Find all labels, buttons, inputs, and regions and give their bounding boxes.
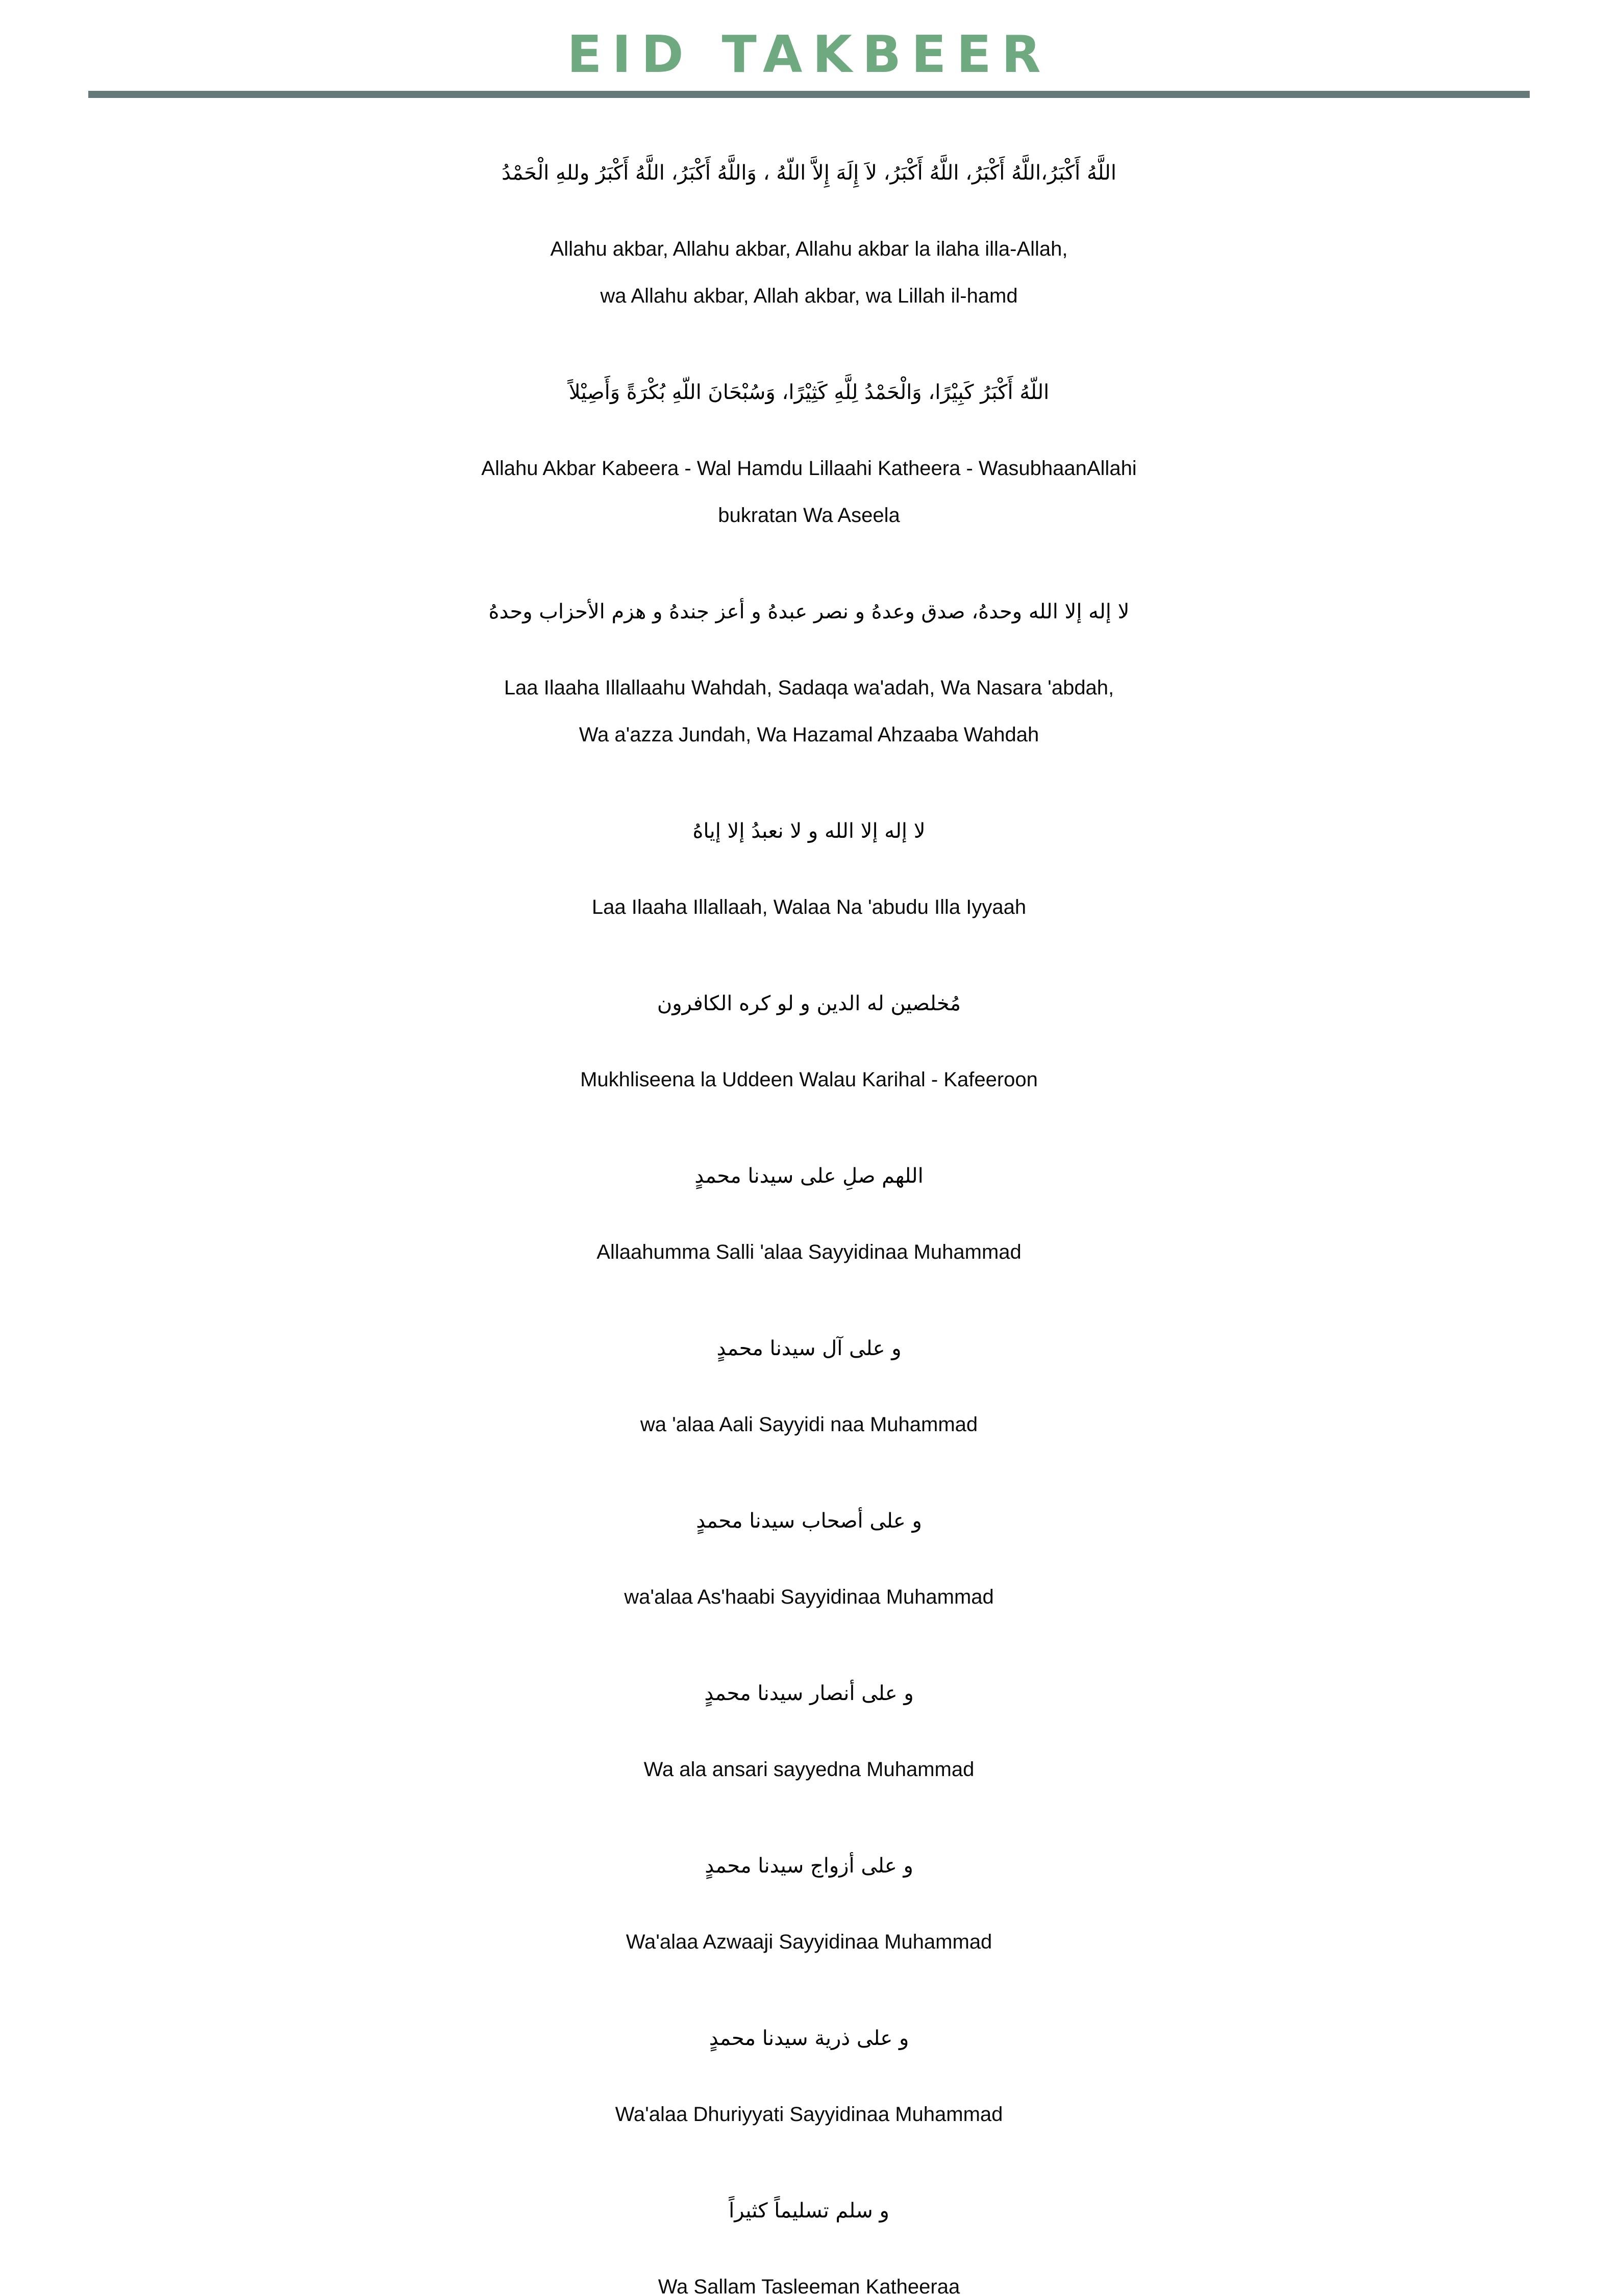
page-title: EID TAKBEER: [567, 24, 1051, 84]
transliteration-line: Mukhliseena la Uddeen Walau Karihal - Kafeeroon: [580, 1068, 1038, 1091]
arabic-text: و على ذرية سيدنا محمدٍ: [709, 2027, 909, 2050]
transliteration-line: Allaahumma Salli 'alaa Sayyidinaa Muhammad: [596, 1241, 1022, 1263]
takbeer-block: [0, 1986, 1618, 2138]
arabic-text: اللَّهُ أَكْبَرُ،اللَّهُ أَكْبَرُ، اللَّهُ أَكْبَرُ، لاَ إِلَهَ إِلاَّ اللّهُ ، وَاللَّهُ أَكْبَرُ، اللَّهُ أَكْبَرُ وللهِ الْحَمْدُ: [502, 161, 1116, 185]
transliteration-line: Allahu Akbar Kabeera - Wal Hamdu Lillaahi Katheera - WasubhaanAllahi: [481, 457, 1137, 480]
takbeer-block: [0, 951, 1618, 1103]
takbeer-block: [0, 1813, 1618, 1965]
transliteration-line: Laa Ilaaha Illallaahu Wahdah, Sadaqa wa'adah, Wa Nasara 'abdah,: [504, 677, 1114, 699]
takbeer-block: [0, 340, 1618, 539]
takbeer-block: [0, 1124, 1618, 1276]
arabic-text: و على أصحاب سيدنا محمدٍ: [696, 1509, 922, 1533]
transliteration-line: Wa a'azza Jundah, Wa Hazamal Ahzaaba Wahdah: [579, 723, 1039, 746]
takbeer-block: [0, 1468, 1618, 1620]
arabic-text: و على آل سيدنا محمدٍ: [716, 1337, 902, 1360]
arabic-text: اللهم صلِ على سيدنا محمدٍ: [694, 1164, 924, 1188]
transliteration-line: Wa'alaa Azwaaji Sayyidinaa Muhammad: [626, 1931, 992, 1953]
arabic-text: لا إله إلا الله و لا نعبدُ إلا إياهُ: [692, 819, 926, 843]
transliteration-line: Wa Sallam Tasleeman Katheeraa: [658, 2276, 960, 2296]
arabic-text: و على أزواج سيدنا محمدٍ: [705, 1854, 913, 1878]
takbeer-block: [0, 779, 1618, 931]
arabic-text: اللّهُ أَكْبَرُ كَبِيْرًا، وَالْحَمْدُ لِلَّهِ كَثِيْرًا، وَسُبْحَانَ اللّهِ بُكْرَةً وَأَصِيْلاً: [568, 381, 1050, 404]
transliteration-line: Allahu akbar, Allahu akbar, Allahu akbar la ilaha illa-Allah,: [550, 238, 1068, 260]
transliteration-line: Wa ala ansari sayyedna Muhammad: [643, 1758, 975, 1781]
transliteration-line: bukratan Wa Aseela: [718, 504, 900, 527]
arabic-text: و على أنصار سيدنا محمدٍ: [704, 1682, 914, 1705]
takbeer-block: [0, 2158, 1618, 2296]
takbeer-block: [0, 559, 1618, 758]
transliteration-line: Laa Ilaaha Illallaah, Walaa Na 'abudu Illa Iyyaah: [591, 896, 1027, 918]
transliteration-line: wa'alaa As'haabi Sayyidinaa Muhammad: [624, 1586, 994, 1608]
arabic-text: و سلم تسليماً كثيراً: [729, 2199, 889, 2223]
transliteration-line: Wa'alaa Dhuriyyati Sayyidinaa Muhammad: [615, 2103, 1003, 2126]
takbeer-block: [0, 1296, 1618, 1448]
takbeer-block: [0, 1641, 1618, 1793]
arabic-text: لا إله إلا الله وحدهُ، صدق وعدهُ و نصر عبدهُ و أعز جندهُ و هزم الأحزاب وحدهُ: [488, 600, 1130, 623]
transliteration-line: wa 'alaa Aali Sayyidi naa Muhammad: [640, 1413, 978, 1436]
takbeer-blocks: [0, 98, 1618, 2296]
transliteration-line: wa Allahu akbar, Allah akbar, wa Lillah il-hamd: [600, 285, 1018, 307]
takbeer-block: [0, 120, 1618, 319]
title-divider: [88, 91, 1530, 98]
arabic-text: مُخلصين له الدين و لو كره الكافرون: [657, 992, 961, 1015]
